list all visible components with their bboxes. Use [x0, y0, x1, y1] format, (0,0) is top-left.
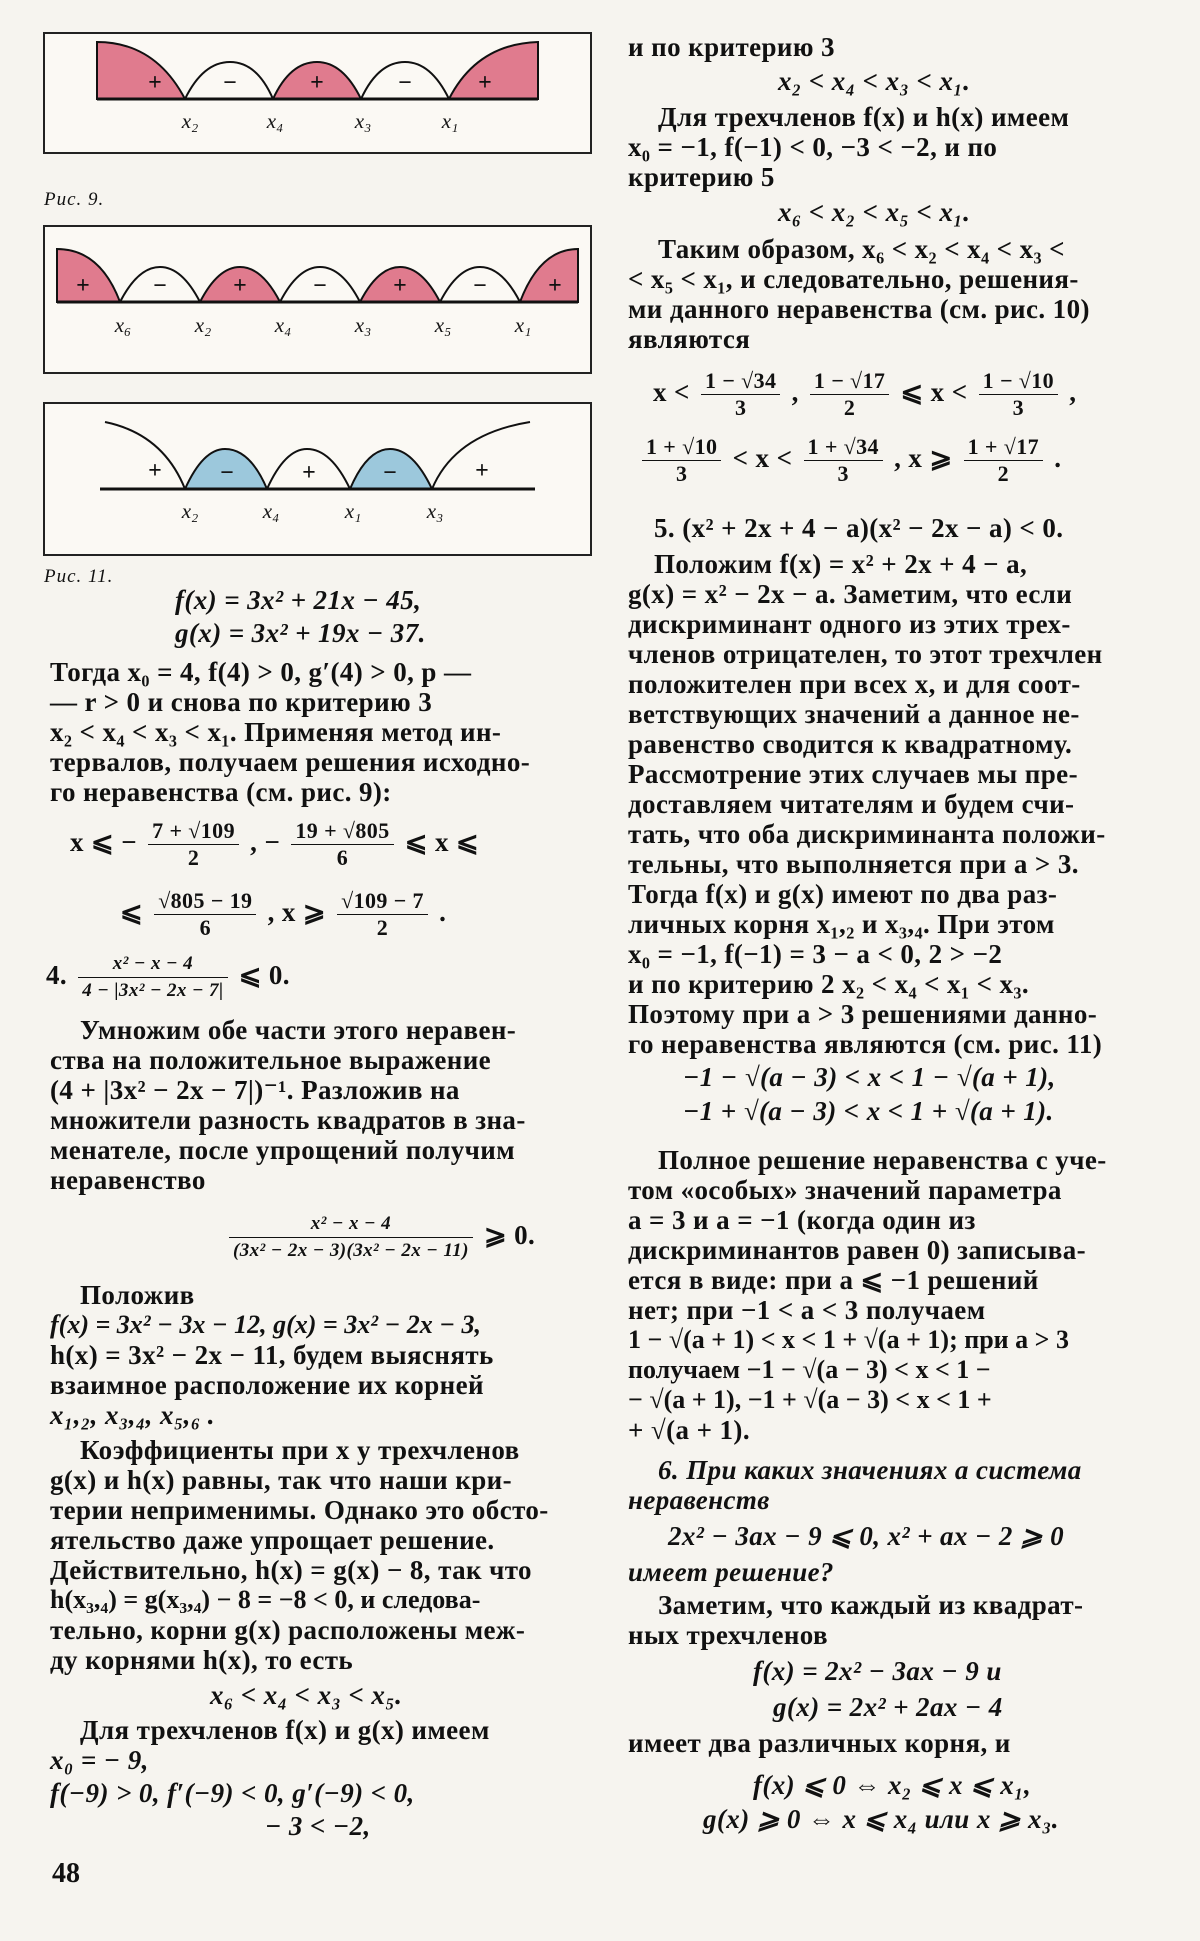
fig10-root-1: x₂	[194, 313, 212, 337]
text-q4: множители разность квадратов в зна-	[50, 1105, 526, 1135]
text-p5: го неравенства (см. рис. 9):	[50, 777, 392, 807]
sol1-frac-1	[148, 818, 239, 871]
text-d1: Полное решение неравенства с уче-	[658, 1145, 1107, 1175]
text-a9: ми данного неравенства (см. рис. 10)	[628, 294, 1090, 324]
text-t4: ятельство даже упрощает решение.	[50, 1525, 495, 1555]
text-q5: менателе, после упрощений получим	[50, 1135, 516, 1165]
sol4-frac-1	[642, 434, 721, 487]
equation-2	[225, 1200, 535, 1270]
fig9-sign-0: +	[148, 70, 162, 96]
figure-10	[43, 225, 592, 374]
sol4-frac-3	[964, 434, 1043, 487]
fig9-sign-3: −	[398, 70, 412, 96]
figure-9	[43, 32, 592, 154]
sol3-c: ,	[791, 377, 799, 407]
sol1-e: ⩽ x ⩽	[404, 827, 480, 857]
sol3-frac-2-den: 2	[843, 395, 856, 421]
text-c6: ветствующих значений a данное не-	[628, 699, 1080, 729]
figure-11-caption: Рис. 11.	[44, 566, 114, 587]
sol1-frac-1-den: 2	[187, 845, 200, 871]
sol2-frac-2-den: 2	[376, 915, 389, 941]
text-d7: 1 − √(a + 1) < x < 1 + √(a + 1); при a > 3	[628, 1325, 1069, 1354]
text-d10: + √(a + 1).	[628, 1415, 750, 1445]
text-c13: личных корня x₁,₂ и x₃,₄. При этом	[628, 909, 1055, 939]
text-t7: тельно, корни g(x) расположены меж-	[50, 1615, 526, 1645]
fig10-sign-0: +	[76, 273, 90, 299]
fig11-root-3: x₃	[426, 499, 444, 523]
fig10-sign-2: +	[233, 273, 247, 299]
fig10-root-4: x₅	[434, 313, 452, 337]
text-u1: Для трехчленов f(x) и g(x) имеем	[80, 1715, 490, 1745]
text-d8: получаем −1 − √(a − 3) < x < 1 −	[628, 1355, 991, 1384]
text-r4: взаимное расположение их корней	[50, 1370, 484, 1400]
text-q1: Умножим обе части этого нерaвен-	[80, 1015, 517, 1045]
text-p2: — r > 0 и снова по критерию 3	[50, 687, 433, 717]
text-a2: x₂ < x₄ < x₃ < x₁.	[778, 66, 971, 96]
text-d3: a = 3 и a = −1 (когда один из	[628, 1205, 976, 1235]
fig11-sign-0: +	[148, 458, 162, 484]
page-number: 48	[52, 1858, 80, 1889]
fig11-root-0: x₂	[181, 499, 199, 523]
text-a10: являются	[628, 324, 751, 354]
text-c8: Рассмотрение этих случаев мы пре-	[628, 759, 1078, 789]
fig11-root-2: x₁	[344, 499, 362, 523]
text-c16: Поэтому при a > 3 решениями данно-	[628, 999, 1098, 1029]
sol4-frac-2	[804, 434, 883, 487]
text-u4: − 3 < −2,	[265, 1811, 371, 1841]
text-r1: Положив	[80, 1280, 195, 1310]
text-q3: (4 + |3x² − 2x − 7|)⁻¹. Разложив на	[50, 1075, 460, 1105]
eq-g1: g(x) = 3x² + 19x − 37.	[175, 618, 426, 648]
fig9-sign-4: +	[478, 70, 492, 96]
fig11-sign-2: +	[302, 460, 316, 486]
text-r5: x₁,₂, x₃,₄, x₅,₆ .	[50, 1400, 215, 1430]
sol3-frac-1-den: 3	[735, 395, 747, 421]
fig9-root-3: x₁	[441, 109, 459, 133]
text-u3: f(−9) > 0, f′(−9) < 0, g′(−9) < 0,	[50, 1778, 415, 1808]
problem-4-num: x² − x − 4	[78, 951, 227, 978]
text-t9: x₆ < x₄ < x₃ < x₅.	[210, 1680, 403, 1710]
text-c4: членов отрицателен, то этот трехчлен	[628, 639, 1103, 669]
problem-6-cont: неравенств	[628, 1485, 770, 1515]
sol1-a: x ⩽ −	[70, 827, 138, 857]
text-a7: Таким образом, x₆ < x₂ < x₄ < x₃ <	[658, 234, 1065, 264]
text-q2: ства на положительное выражение	[50, 1045, 492, 1075]
text-r3: h(x) = 3x² − 2x − 11, будем выяснять	[50, 1340, 494, 1370]
sol4-d: , x ⩾	[894, 443, 953, 473]
text-t8: ду корнями h(x), то есть	[50, 1645, 354, 1675]
text-c3: дискриминант одного из этих трех-	[628, 609, 1071, 639]
fig11-sign-4: +	[475, 458, 489, 484]
sol4-frac-1-num: 1 + √10	[642, 434, 721, 461]
figure-11	[43, 402, 592, 556]
text-c2: g(x) = x² − 2x − a. Заметим, что если	[628, 579, 1073, 609]
text-k3: f(x) = 2x² − 3ax − 9 и	[753, 1656, 1002, 1686]
sol1-frac-2-den: 6	[336, 845, 349, 871]
equation-2-den: (3x² − 2x − 3)(3x² − 2x − 11)	[233, 1240, 469, 1262]
text-c19: −1 + √(a − 3) < x < 1 + √(a + 1).	[683, 1096, 1054, 1126]
fig10-sign-4: +	[393, 273, 407, 299]
problem-4	[46, 945, 290, 1005]
fig10-root-5: x₁	[514, 313, 532, 337]
fig9-sign-1: −	[223, 70, 237, 96]
solution-line-1	[70, 812, 479, 872]
text-a1: и по критерию 3	[628, 32, 835, 62]
text-t2: g(x) и h(x) равны, так что наши кри-	[50, 1465, 512, 1495]
text-a4: x₀ = −1, f(−1) < 0, −3 < −2, и по	[628, 132, 998, 162]
text-k4: g(x) = 2x² + 2ax − 4	[773, 1692, 1003, 1722]
sol3-a: x <	[653, 377, 690, 407]
sol3-frac-2-num: 1 − √17	[810, 368, 889, 395]
figure-11-drawing	[45, 404, 590, 554]
text-d5: ется в виде: при a ⩽ −1 решений	[628, 1265, 1039, 1295]
solution-line-2	[120, 882, 446, 942]
sol4-frac-3-num: 1 + √17	[964, 434, 1043, 461]
figure-9-caption: Рис. 9.	[44, 189, 105, 210]
problem-6: 6. При каких значениях a система	[658, 1455, 1082, 1485]
text-q6: неравенство	[50, 1165, 206, 1195]
sol2-e: .	[439, 897, 447, 927]
text-t6: h(x₃,₄) = g(x₃,₄) − 8 = −8 < 0, и следова-	[50, 1585, 481, 1614]
text-t5: Действительно, h(x) = g(x) − 8, так что	[50, 1555, 532, 1585]
text-p4: тервалов, получаем решения исходно-	[50, 747, 531, 777]
problem-4-number: 4.	[46, 960, 68, 990]
fig11-sign-3: −	[383, 460, 397, 486]
sol4-f: .	[1054, 443, 1062, 473]
text-k6: f(x) ⩽ 0 ⇔ x₂ ⩽ x ⩽ x₁,	[753, 1770, 1032, 1800]
fig10-sign-6: +	[548, 273, 562, 299]
text-c12: Тогда f(x) и g(x) имеют по два раз-	[628, 879, 1058, 909]
text-p1: Тогда x₀ = 4, f(4) > 0, g′(4) > 0, p —	[50, 657, 472, 687]
fig10-root-3: x₃	[354, 313, 372, 337]
text-d9: − √(a + 1), −1 + √(a − 3) < x < 1 +	[628, 1385, 992, 1414]
text-d6: нет; при −1 < a < 3 получаем	[628, 1295, 986, 1325]
sol2-frac-1-num: √805 − 19	[154, 888, 256, 915]
text-t1: Коэффициенты при x y трехчленов	[80, 1435, 520, 1465]
figure-10-drawing	[45, 227, 590, 372]
equation-2-rel: ⩾ 0.	[483, 1220, 536, 1250]
sol1-frac-2-num: 19 + √805	[291, 818, 393, 845]
sol3-frac-3	[979, 368, 1058, 421]
text-k7: g(x) ⩾ 0 ⇔ x ⩽ x₄ или x ⩾ x₃.	[703, 1804, 1059, 1834]
fig10-sign-1: −	[153, 273, 167, 299]
equation-2-num: x² − x − 4	[229, 1211, 473, 1238]
problem-6-question: имеет решение?	[628, 1557, 834, 1587]
problem-4-den: 4 − |3x² − 2x − 7|	[82, 980, 224, 1002]
sol1-frac-1-num: 7 + √109	[148, 818, 239, 845]
text-k1: Заметим, что каждый из квадрат-	[658, 1590, 1084, 1620]
sol4-frac-2-den: 3	[837, 461, 849, 487]
sol2-frac-2	[337, 888, 428, 941]
fig10-root-0: x₆	[114, 313, 132, 337]
fig11-curve-left	[105, 422, 185, 489]
text-c18: −1 − √(a − 3) < x < 1 − √(a + 1),	[683, 1062, 1056, 1092]
sol3-frac-1	[701, 368, 780, 421]
solution-line-4	[638, 428, 1061, 488]
sol3-frac-3-num: 1 − √10	[979, 368, 1058, 395]
problem-4-frac	[78, 951, 227, 1004]
sol4-frac-2-num: 1 + √34	[804, 434, 883, 461]
text-c10: тать, что оба дискриминанта положи-	[628, 819, 1106, 849]
solution-line-3	[653, 362, 1076, 422]
text-a8: < x₅ < x₁, и следовательно, решения-	[628, 264, 1079, 294]
text-c15: и по критерию 2 x₂ < x₄ < x₁ < x₃.	[628, 969, 1030, 999]
fig10-sign-5: −	[473, 273, 487, 299]
text-c1: Положим f(x) = x² + 2x + 4 − a,	[654, 549, 1028, 579]
text-c17: го неравенства являются (см. рис. 11)	[628, 1029, 1103, 1059]
sol3-e: ⩽ x <	[900, 377, 968, 407]
sol2-a: ⩽	[120, 897, 144, 927]
sol4-frac-1-den: 3	[676, 461, 688, 487]
sol4-frac-3-den: 2	[997, 461, 1010, 487]
fig11-root-1: x₄	[262, 499, 280, 523]
fig9-root-2: x₃	[354, 109, 372, 133]
sol3-frac-3-den: 3	[1012, 395, 1025, 421]
text-a3: Для трехчленов f(x) и h(x) имеем	[658, 102, 1070, 132]
fig9-sign-2: +	[310, 70, 324, 96]
eq-f1: f(x) = 3x² + 21x − 45,	[175, 585, 422, 615]
text-p3: x₂ < x₄ < x₃ < x₁. Применяя метод ин-	[50, 717, 502, 747]
text-c7: равенство сводится к квадратному.	[628, 729, 1073, 759]
sol3-frac-1-num: 1 − √34	[701, 368, 780, 395]
text-d2: том «особых» значений параметра	[628, 1175, 1062, 1205]
figure-9-drawing	[45, 34, 590, 152]
text-c11: тельны, что выполняется при a > 3.	[628, 849, 1079, 879]
sol3-g: ,	[1069, 377, 1077, 407]
fig9-region-right	[449, 42, 538, 99]
fig10-sign-3: −	[313, 273, 327, 299]
text-t3: терии неприменимы. Однако это обсто-	[50, 1495, 549, 1525]
sol3-frac-2	[810, 368, 889, 421]
text-k2: ных трехчленов	[628, 1620, 829, 1650]
fig11-sign-1: −	[220, 460, 234, 486]
problem-4-rel: ⩽ 0.	[238, 960, 290, 990]
sol2-frac-1-den: 6	[199, 915, 211, 941]
sol2-c: , x ⩾	[267, 897, 326, 927]
fig9-region-left	[97, 42, 185, 99]
text-d4: дискриминантов равен 0) записыва-	[628, 1235, 1087, 1265]
text-u2: x₀ = − 9,	[50, 1745, 149, 1775]
sol4-b: < x <	[732, 443, 793, 473]
sol1-c: , −	[250, 827, 281, 857]
text-r2: f(x) = 3x² − 3x − 12, g(x) = 3x² − 2x − 3,	[50, 1310, 482, 1339]
text-c5: положителен при всех x, и для соот-	[628, 669, 1081, 699]
problem-5: 5. (x² + 2x + 4 − a)(x² − 2x − a) < 0.	[654, 513, 1064, 543]
fig9-root-1: x₄	[266, 109, 284, 133]
text-k5: имеет два различных корня, и	[628, 1728, 1011, 1758]
text-a5: критерию 5	[628, 162, 775, 192]
sol1-frac-2	[291, 818, 393, 871]
text-a6: x₆ < x₂ < x₅ < x₁.	[778, 197, 971, 227]
fig10-root-2: x₄	[274, 313, 292, 337]
equation-2-frac	[229, 1211, 473, 1264]
fig9-root-0: x₂	[181, 109, 199, 133]
text-c9: доставляем читателям и будем счи-	[628, 789, 1075, 819]
sol2-frac-1	[154, 888, 256, 941]
sol2-frac-2-num: √109 − 7	[337, 888, 428, 915]
text-c14: x₀ = −1, f(−1) = 3 − a < 0, 2 > −2	[628, 939, 1003, 969]
problem-6-system: 2x² − 3ax − 9 ⩽ 0, x² + ax − 2 ⩾ 0	[668, 1521, 1065, 1551]
